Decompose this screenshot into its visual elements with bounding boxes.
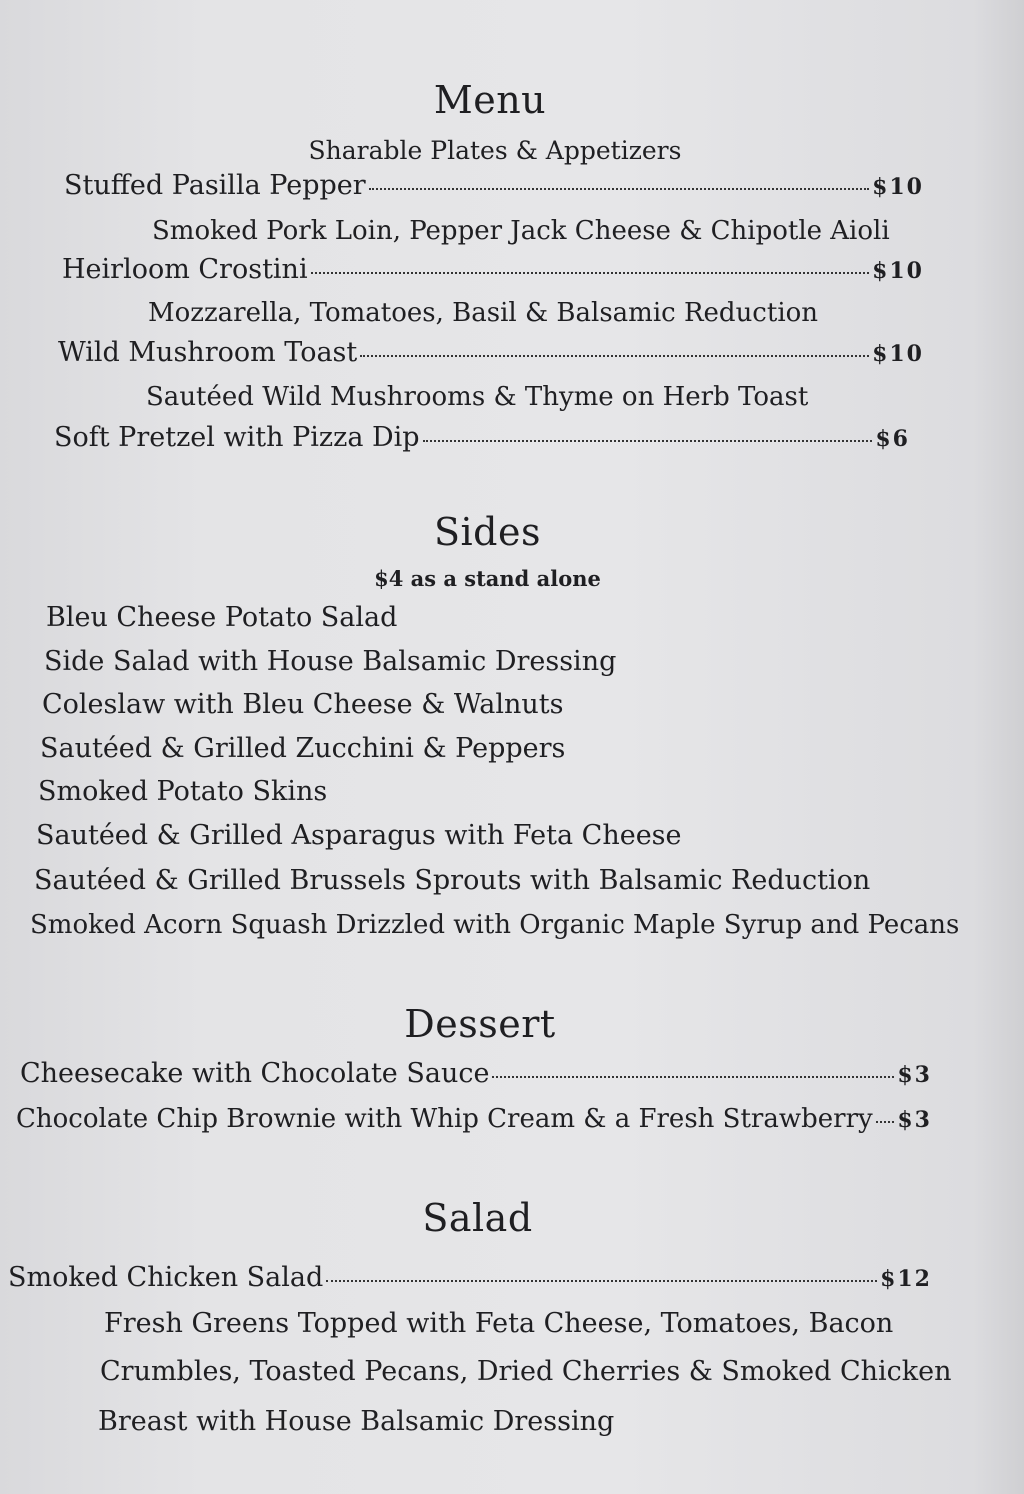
dot-leader (492, 1076, 894, 1078)
item-description-line: Fresh Greens Topped with Feta Cheese, Tomatoes, Bacon (104, 1308, 894, 1339)
item-name: Smoked Chicken Salad (8, 1262, 324, 1293)
side-item: Coleslaw with Bleu Cheese & Walnuts (42, 689, 564, 720)
dot-leader (311, 272, 869, 274)
item-description: Mozzarella, Tomatoes, Basil & Balsamic Reduction (148, 298, 819, 328)
side-item: Bleu Cheese Potato Salad (46, 602, 398, 633)
item-description-line: Breast with House Balsamic Dressing (98, 1406, 615, 1437)
item-price: $3 (897, 1107, 932, 1133)
side-item: Smoked Acorn Squash Drizzled with Organic Maple Syrup and Pecans (30, 910, 960, 940)
side-item: Sautéed & Grilled Brussels Sprouts with Balsamic Reduction (34, 865, 871, 896)
dot-leader (876, 1121, 895, 1123)
side-item: Sautéed & Grilled Zucchini & Peppers (40, 733, 566, 764)
side-item: Sautéed & Grilled Asparagus with Feta Cheese (36, 820, 682, 851)
item-price: $10 (872, 341, 924, 367)
dot-leader (423, 440, 873, 442)
item-name: Cheesecake with Chocolate Sauce (20, 1058, 490, 1089)
menu-item-brownie (16, 1104, 932, 1134)
menu-item-soft-pretzel (54, 422, 910, 453)
item-name: Wild Mushroom Toast (58, 337, 358, 368)
dot-leader (369, 188, 869, 190)
item-price: $12 (880, 1266, 932, 1292)
menu-item-smoked-chicken-salad (8, 1262, 932, 1293)
salad-heading: Salad (422, 1196, 533, 1240)
item-name: Chocolate Chip Brownie with Whip Cream & a Fresh Strawberry (16, 1104, 873, 1134)
item-name: Heirloom Crostini (62, 254, 308, 285)
sides-heading: Sides (434, 510, 541, 554)
item-description-line: Crumbles, Toasted Pecans, Dried Cherries & Smoked Chicken (100, 1356, 952, 1387)
menu-item-heirloom-crostini (62, 254, 924, 285)
item-name: Soft Pretzel with Pizza Dip (54, 422, 420, 453)
side-item: Side Salad with House Balsamic Dressing (44, 646, 617, 677)
dot-leader (326, 1280, 877, 1282)
appetizers-heading: Sharable Plates & Appetizers (308, 136, 682, 165)
sides-note: $4 as a stand alone (374, 566, 601, 591)
dot-leader (360, 355, 869, 357)
menu-item-cheesecake (20, 1058, 932, 1089)
side-item: Smoked Potato Skins (38, 776, 328, 807)
item-description: Smoked Pork Loin, Pepper Jack Cheese & Chipotle Aioli (152, 216, 890, 246)
item-price: $3 (897, 1062, 932, 1088)
menu-title: Menu (433, 78, 547, 122)
menu-item-stuffed-pasilla-pepper (64, 170, 924, 201)
item-description: Sautéed Wild Mushrooms & Thyme on Herb Toast (146, 382, 809, 412)
menu-item-wild-mushroom-toast (58, 337, 924, 368)
dessert-heading: Dessert (404, 1002, 556, 1046)
item-price: $6 (875, 426, 910, 452)
item-price: $10 (872, 174, 924, 200)
item-name: Stuffed Pasilla Pepper (64, 170, 366, 201)
item-price: $10 (872, 258, 924, 284)
